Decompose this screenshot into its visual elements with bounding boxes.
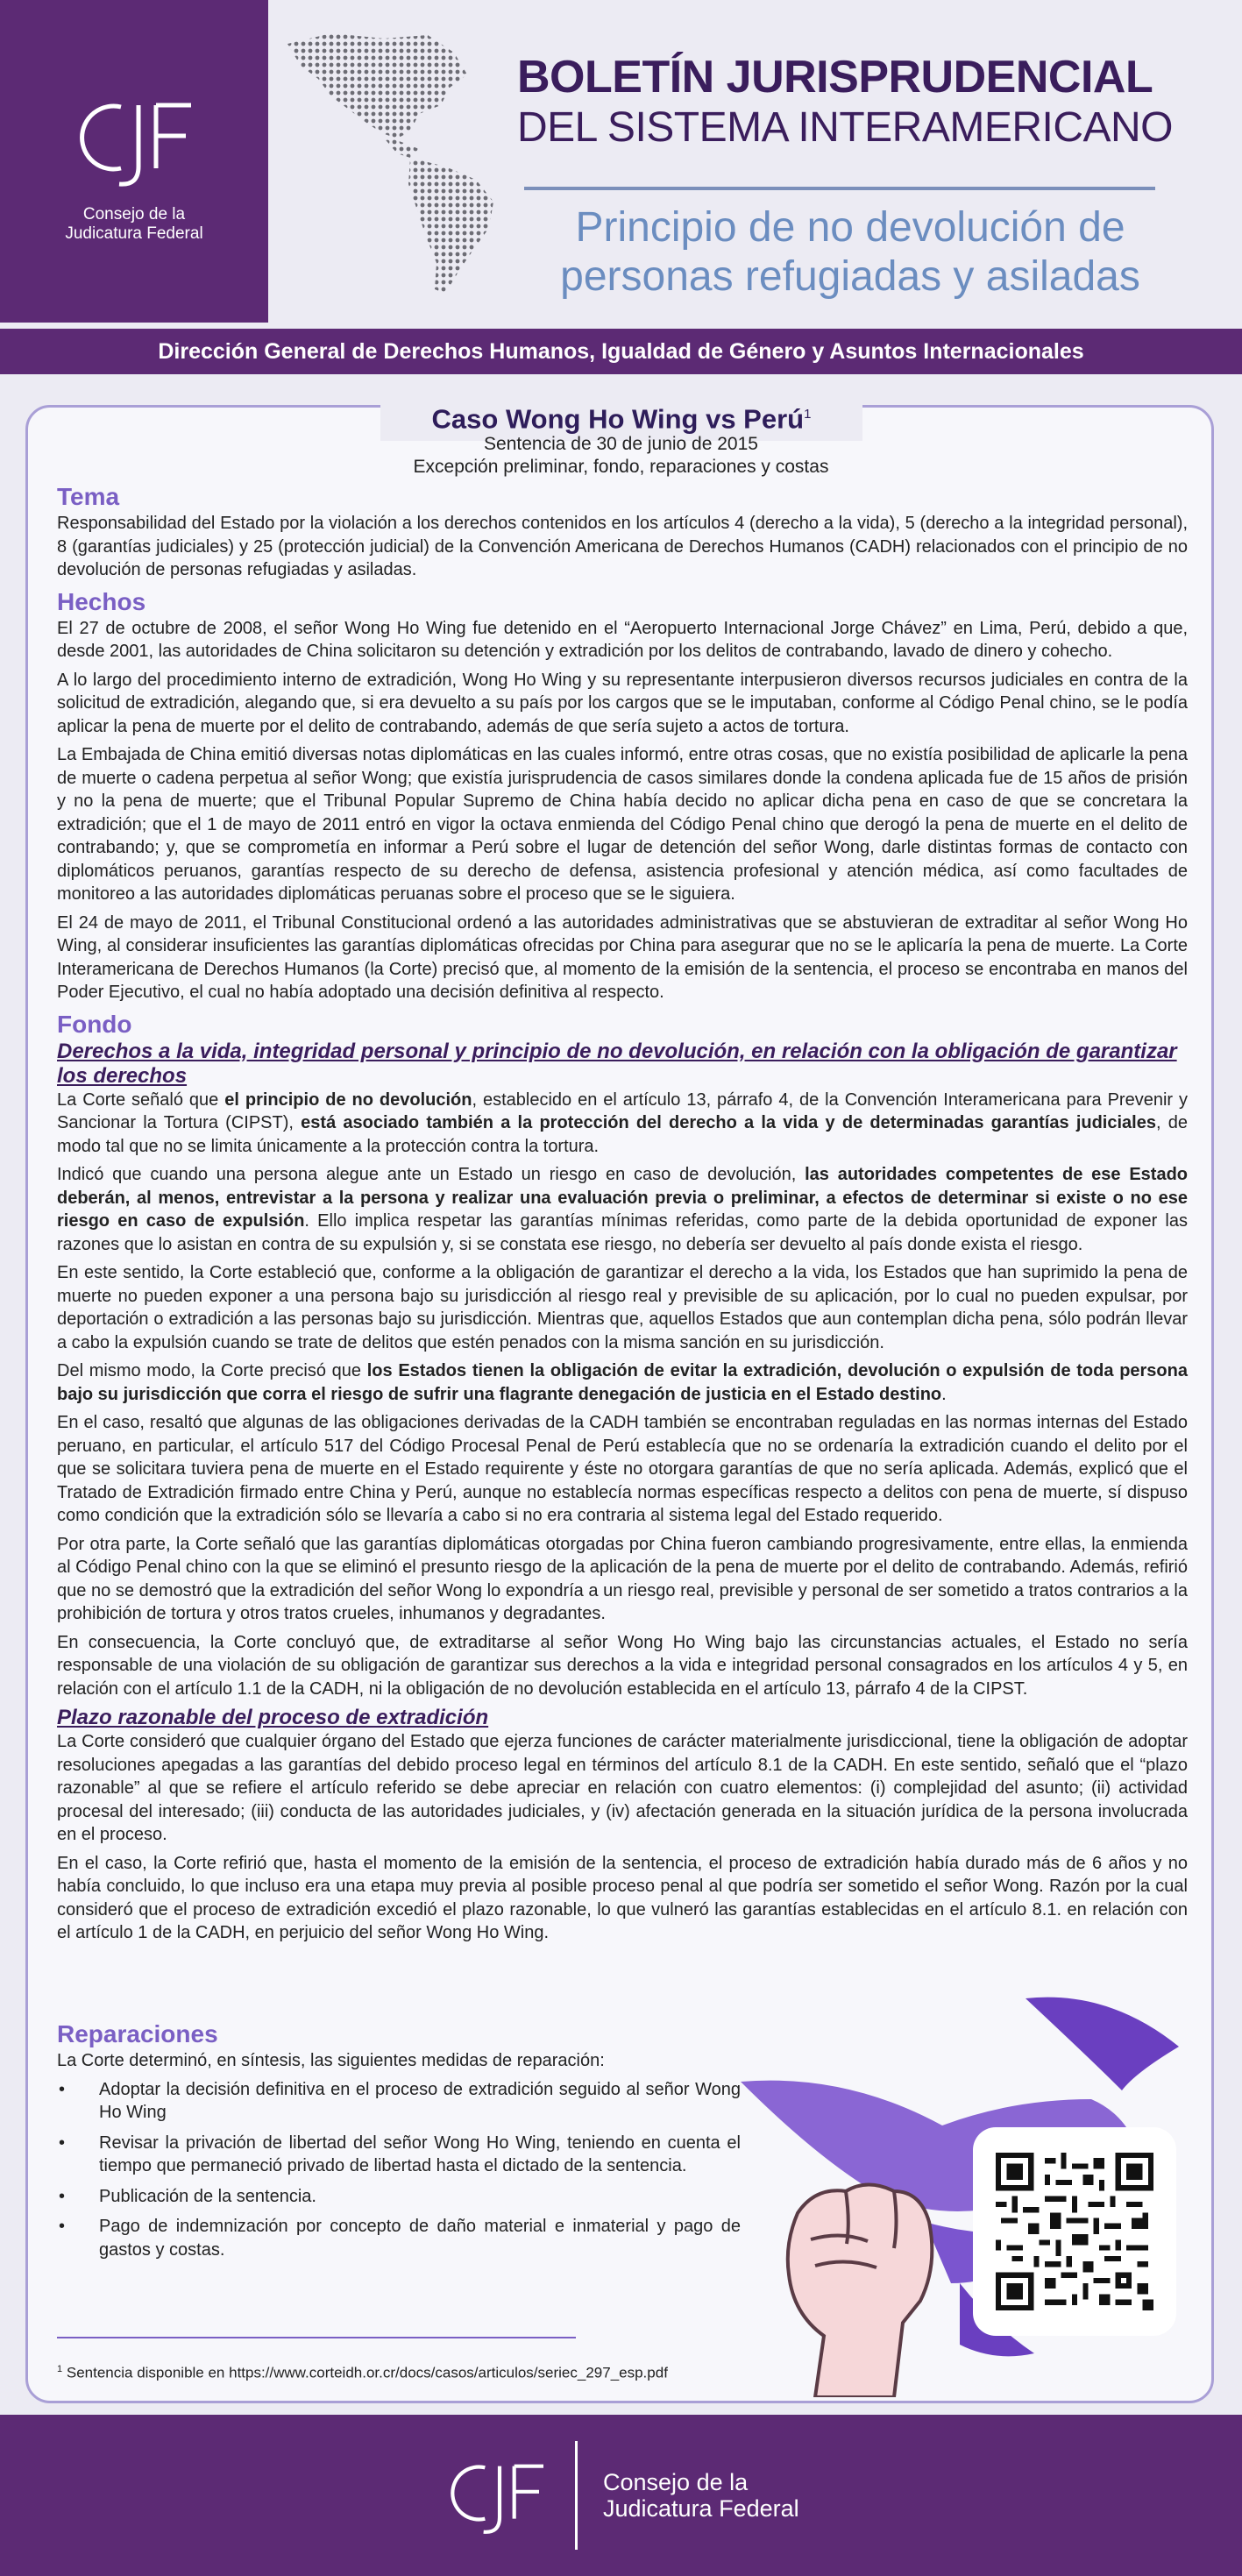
topic-title-line1: Principio de no devolución de (575, 204, 1125, 251)
fondo-paragraph-5: En el caso, resaltó que algunas de las obligaciones derivadas de la CADH también se encontraban reguladas en las normas internas del Estado peruano, en particular, el artículo 517 del Código Procesal Penal de Perú establecía que no se ordenaría la extradición cuando el delito por el que se solicitara tuviera pena de muerte en el Estado requirente y éste no otorgara garantías de que no sería aplicada. Además, explicó que el Tratado de Extradición firmado entre China y Perú, aunque no establecía normas específicas respecto a delitos con pena de muerte, sí dispuso como condición que la extradición sólo se llevaría a cabo si no era contraria al sistema legal del Estado requerido. (57, 1413, 1188, 1525)
reparaciones-list (57, 2078, 741, 2262)
logo-panel (0, 0, 268, 323)
list-item: • Publicación de la sentencia. (57, 2185, 741, 2209)
hechos-paragraph-1: El 27 de octubre de 2008, el señor Wong Ho Wing fue detenido en el “Aeropuerto Internacional Jorge Chávez” en Lima, Perú, debido a que, desde 2001, las autoridades de China solicitaron su detención y extradición por los delitos de contrabando, lavado de dinero y cohecho. (57, 618, 1188, 661)
department-banner: Dirección General de Derechos Humanos, Igualdad de Género y Asuntos Internacionales (0, 329, 1242, 374)
text-run: . Ello implica respetar las garantías mínimas referidas, como parte de la debida oportunidad de exponer las razones que lo asistan en contra de su expulsión y, si se constata ese riesgo, no debería ser devuelto al país donde exista el riesgo. (57, 1211, 1188, 1254)
text-run: . (941, 1384, 947, 1404)
hechos-paragraph-3: La Embajada de China emitió diversas notas diplomáticas en las cuales informó, entre otras cosas, que no existía posibilidad de aplicarle la pena de muerte o cadena perpetua al señor Wong; que existía jurisprudencia de casos similares donde la condena aplicada fue de 15 años de prisión y no la pena de muerte; que el Tribunal Popular Supremo de China había decido no aplicar dicha pena en caso de que se concretara la extradición; que el 1 de mayo de 2011 entró en vigor la octava enmienda del Código Penal chino que derogó la pena de muerte en el delito de contrabando; y, que se comprometía en informar a Perú sobre el lugar de detención del señor Wong, darle distintas formas de contacto con diplomáticos peruanos, garantías respecto de su derecho de defensa, asistencia profesional y atención médica, así como facultades de monitoreo a las autoridades diplomáticas peruanas sobre el proceso que se le siguiera. (57, 745, 1188, 904)
logo-caption (26, 205, 242, 244)
section-heading-tema: Tema (57, 483, 120, 510)
fondo-subheading-1: Derechos a la vida, integridad personal y principio de no devolución, en relación con la obligación de garantizar los derechos (57, 1039, 1177, 1088)
bold-run: los Estados tienen la obligación de evitar la extradición, devolución o expulsión de toda persona bajo su jurisdicción que corra el riesgo de sufrir una flagrante denegación de justicia en el Estado destino (57, 1361, 1188, 1404)
list-item: • Pago de indemnización por concepto de daño material e inmaterial y pago de gastos y costas. (57, 2215, 741, 2261)
topic-title-line2: personas refugiadas y asiladas (560, 253, 1140, 300)
dotted-americas-map-icon (279, 26, 542, 307)
main-text (57, 480, 1188, 1950)
list-item: • Adoptar la decisión definitiva en el proceso de extradición seguido al señor Wong Ho Wing (57, 2078, 741, 2125)
footnote-mark: 1 (57, 2364, 63, 2374)
fondo-paragraph-7: En consecuencia, la Corte concluyó que, de extraditarse al señor Wong Ho Wing bajo las circunstancias actuales, el Estado no sería responsable de una violación de su obligación de garantizar sus derechos a la vida e integridad personal consagrados en los artículos 4 y 5, en relación con el artículo 1.1 de la CADH, ni la obligación de no devolución establecida en el artículo 13, párrafo 4 de la CIPST. (57, 1632, 1188, 1699)
footer-caption-line2: Judicatura Federal (603, 2495, 799, 2522)
footer-divider (575, 2441, 578, 2550)
text-run: , de modo tal que no se limita únicamente a la protección contra la tortura. (57, 1113, 1188, 1156)
text-run: Indicó que cuando una persona alegue ante un Estado un riesgo en caso de devolución, (57, 1165, 806, 1184)
section-heading-hechos: Hechos (57, 587, 146, 615)
fondo-paragraph-6: Por otra parte, la Corte señaló que las garantías diplomáticas otorgadas por China fueron cambiando progresivamente, entre ellas, la enmienda al Código Penal chino con la que se eliminó el presunto riesgo de la aplicación de la pena de muerte por el delito de contrabando. Además, refirió que no se demostró que la extradición del señor Wong lo expondría a un riesgo real, previsible y personal de ser sometido a tratos contrarios a la prohibición de tortura y otros tratos crueles, inhumanos y degradantes. (57, 1534, 1188, 1623)
footnote (57, 2360, 846, 2383)
topic-title (517, 203, 1183, 302)
text-run: , establecido en el artículo 13, párrafo 4, de la Convención Interamericana para Prevenir y Sancionar la Tortura (CIPST), (57, 1089, 1188, 1132)
qr-code-icon[interactable] (996, 2151, 1153, 2312)
reparaciones-section (57, 2018, 741, 2268)
footnote-divider (57, 2337, 576, 2338)
logo-caption-line2: Judicatura Federal (65, 224, 203, 243)
footer (0, 2415, 1242, 2576)
list-item: • Revisar la privación de libertad del señor Wong Ho Wing, teniendo en cuenta el tiempo que permaneció privado de libertad hasta el dictado de la sentencia. (57, 2132, 741, 2178)
fondo-paragraph-9: En el caso, la Corte refirió que, hasta el momento de la emisión de la sentencia, el proceso de extradición había durado más de 6 años y no había concluido, lo que incluso era una etapa muy previa al posible proceso penal al que podría ser sometido el señor Wong. Razón por la cual consideró que el proceso de extradición excedió el plazo razonable, lo que vulneró las garantías establecidas en el artículo 8.1. en relación con el artículo 1 de la CADH, en perjuicio del señor Wong Ho Wing. (57, 1853, 1188, 1942)
fondo-paragraph-4 (57, 1359, 1188, 1406)
section-heading-fondo: Fondo (57, 1010, 132, 1038)
footer-caption (603, 2469, 799, 2522)
logo-caption-line1: Consejo de la (82, 205, 186, 224)
text-run: La Corte señaló que (57, 1089, 225, 1110)
footnote-text[interactable]: Sentencia disponible en https://www.corteidh.or.cr/docs/casos/articulos/seriec_297_esp.pdf (66, 2364, 668, 2381)
bold-run: está asociado también a la protección del derecho a la vida y de determinadas garantías judiciales (301, 1113, 1156, 1132)
qr-card (973, 2127, 1176, 2336)
tema-paragraph: Responsabilidad del Estado por la violación a los derechos contenidos en los artículos 4 (derecho a la vida), 5 (derecho a la integridad personal), 8 (garantías judiciales) y 25 (protección judicial) de la Convención Americana de Derechos Humanos (CADH) relacionados con el principio de no devolución de personas refugiadas y asiladas. (57, 514, 1188, 579)
bulletin-title: BOLETÍN JURISPRUDENCIAL (517, 52, 1153, 103)
case-title-text: Caso Wong Ho Wing vs Perú (431, 403, 805, 435)
header-divider (524, 187, 1155, 190)
fondo-paragraph-1 (57, 1089, 1188, 1159)
case-stage: Excepción preliminar, fondo, reparaciones y costas (413, 457, 829, 477)
bulletin-subtitle: DEL SISTEMA INTERAMERICANO (517, 104, 1174, 151)
section-heading-reparaciones: Reparaciones (57, 2020, 218, 2047)
case-date: Sentencia de 30 de junio de 2015 (484, 434, 758, 454)
hechos-paragraph-4: El 24 de mayo de 2011, el Tribunal Constitucional ordenó a las autoridades administrativas que se abstuvieran de extraditar al señor Wong Ho Wing, al considerar insuficientes las garantías diplomáticas ofrecidas por China para asegurar que no se le aplicaría la pena de muerte. La Corte Interamericana de Derechos Humanos (la Corte) precisó que, al momento de la emisión de la sentencia, el proceso se encontraba en manos del Poder Ejecutivo, el cual no había adoptado una decisión definitiva al respecto. (57, 912, 1188, 1002)
fondo-paragraph-8: La Corte consideró que cualquier órgano del Estado que ejerza funciones de carácter materialmente jurisdiccional, tiene la obligación de adoptar resoluciones apegadas a las garantías del debido proceso legal en términos del artículo 8.1 de la CADH. En este sentido, señaló que el “plazo razonable” al que se refiere el artículo referido se debe apreciar en relación con cuatro elementos: (i) complejidad del asunto; (ii) actividad procesal del interesado; (iii) conducta de las autoridades judiciales, y (iv) afectación generada en la situación jurídica de la persona involucrada en el proceso. (57, 1732, 1188, 1844)
fondo-subheading-2: Plazo razonable del proceso de extradición (57, 1706, 489, 1729)
cjf-logo-icon (443, 2448, 552, 2543)
fondo-paragraph-2 (57, 1163, 1188, 1256)
reparaciones-intro: La Corte determinó, en síntesis, las siguientes medidas de reparación: (57, 2051, 605, 2070)
footnote-reference[interactable]: 1 (804, 407, 812, 422)
bold-run: el principio de no devolución (224, 1089, 472, 1110)
cjf-logo-icon (70, 88, 202, 193)
text-run: Del mismo modo, la Corte precisó que (57, 1361, 367, 1380)
hechos-paragraph-2: A lo largo del procedimiento interno de extradición, Wong Ho Wing y su representante interpusieron diversos recursos judiciales en contra de la solicitud de extradición, alegando que, si era devuelto a su país por los cargos que se le imputaban, conforme al Código Penal chino, se le podía aplicar la pena de muerte por el delito de contrabando, además de que sería sujeto a actos de tortura. (57, 670, 1188, 736)
footer-caption-line1: Consejo de la (603, 2469, 749, 2495)
fondo-paragraph-3: En este sentido, la Corte estableció que, conforme a la obligación de garantizar el derecho a la vida, los Estados que han suprimido la pena de muerte no pueden exponer a una persona bajo su jurisdicción al riesgo real y previsible de su aplicación, por lo cual no pueden expulsar, por deportación o extradición a las personas bajo su jurisdicción. Mientras que, aquellos Estados que aun contemplan dicha pena, sólo podrán llevar a cabo la expulsión cuando se trate de delitos que estén penados con la misma sanción en su jurisdicción. (57, 1263, 1188, 1352)
bold-run: las autoridades competentes de ese Estado deberán, al menos, entrevistar a la persona y realizar una evaluación previa o preliminar, a efectos de determinar si existe o no ese riesgo en caso de expulsión (57, 1165, 1189, 1231)
